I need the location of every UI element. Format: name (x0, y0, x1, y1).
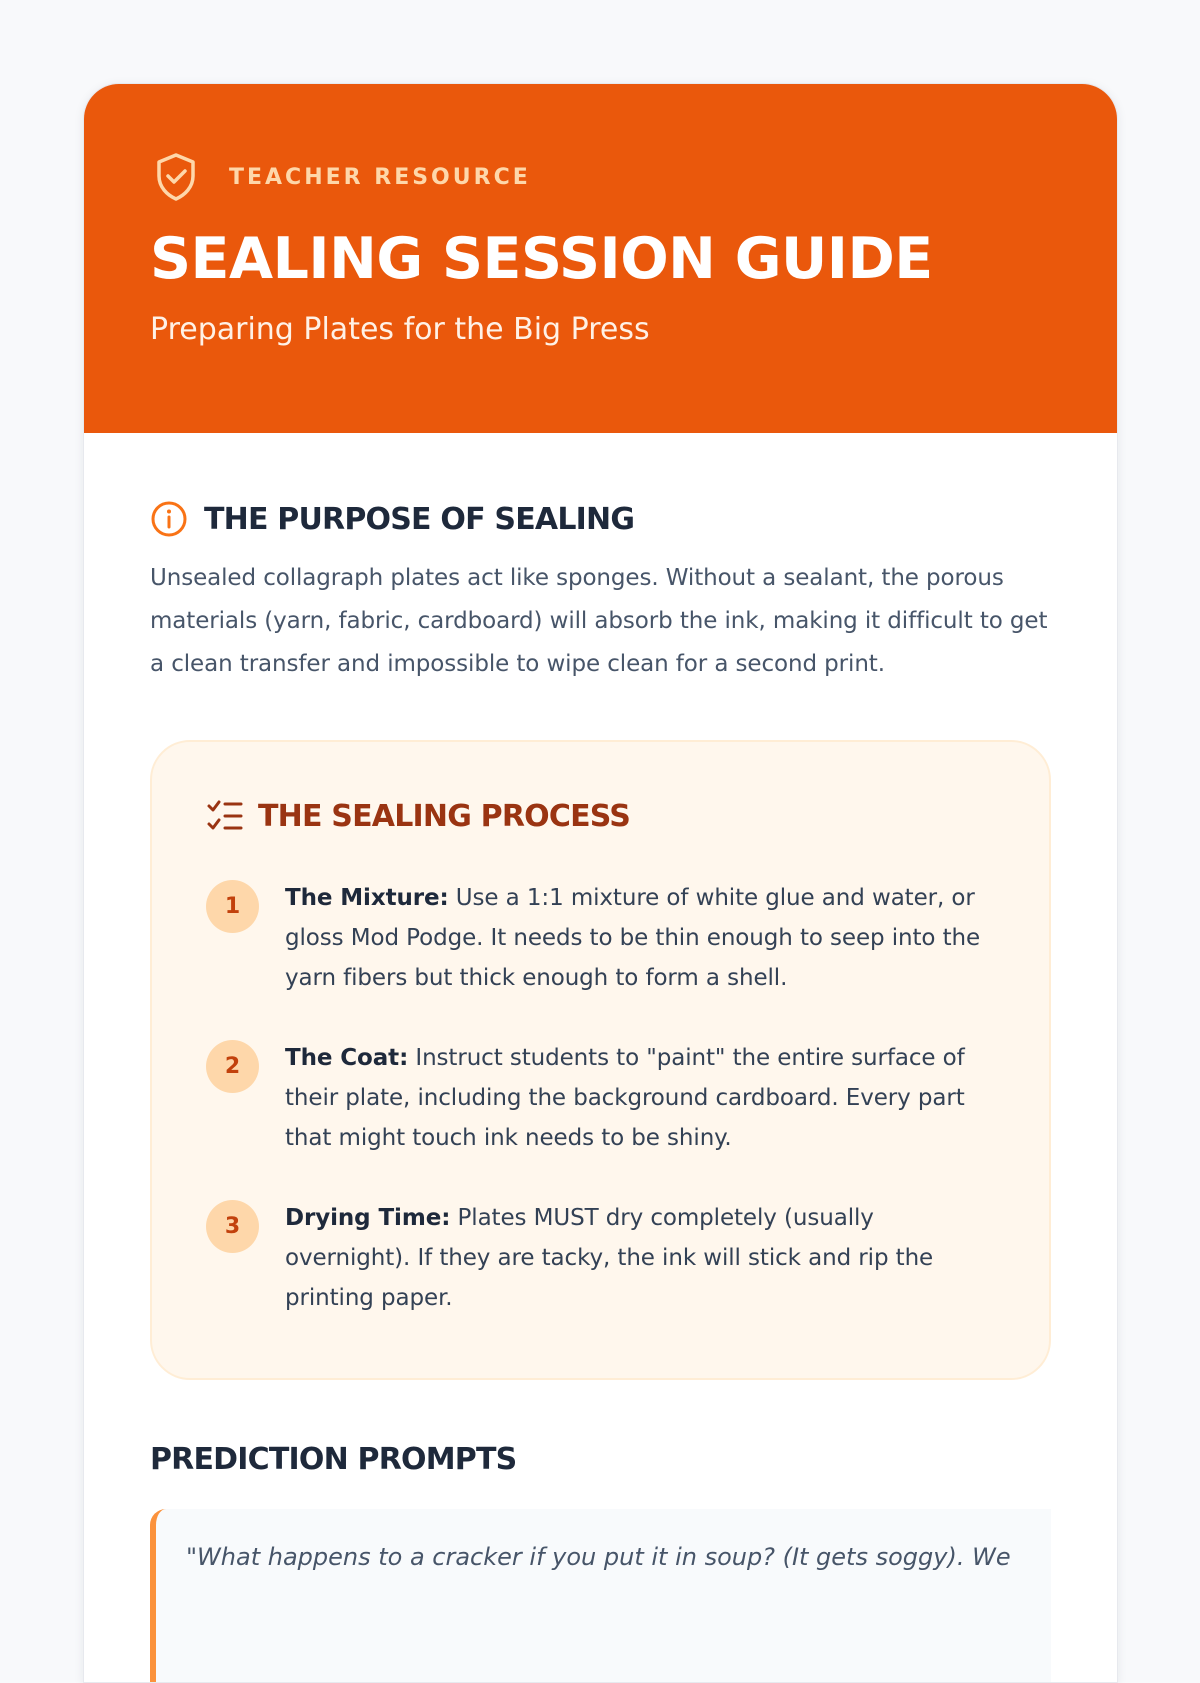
process-title: THE SEALING PROCESS (258, 798, 631, 834)
header-banner (84, 84, 1117, 433)
prediction-quote: "What happens to a cracker if you put it in soup? (It gets soggy). We (150, 1509, 1051, 1683)
step-number: 2 (206, 1040, 259, 1093)
checklist-icon (206, 798, 244, 834)
process-step (206, 1198, 995, 1318)
sealing-process-box (150, 740, 1051, 1380)
page-subtitle: Preparing Plates for the Big Press (150, 311, 650, 347)
step-text (285, 878, 995, 998)
eyebrow-text: TEACHER RESOURCE (229, 164, 531, 190)
purpose-heading (150, 499, 1051, 539)
page-title: SEALING SESSION GUIDE (150, 226, 933, 292)
step-description: Instruct students to "paint" the entire surface of their plate, including the background cardboard. Every part that might touch ink needs to be shiny. (285, 1045, 965, 1151)
guide-card (83, 83, 1118, 1683)
step-label: Drying Time: (285, 1205, 451, 1231)
step-text (285, 1198, 995, 1318)
step-label: The Mixture: (285, 885, 449, 911)
purpose-text: Unsealed collagraph plates act like sponges. Without a sealant, the porous materials (yarn, fabric, cardboard) will absorb the ink, making it difficult to get a clean transfer and impossible to wipe clean for a second print. (150, 565, 1048, 677)
process-step (206, 1038, 995, 1158)
guide-body (84, 433, 1117, 1683)
eyebrow (150, 152, 1051, 202)
info-icon (150, 500, 188, 538)
step-number: 1 (206, 880, 259, 933)
step-description: Use a 1:1 mixture of white glue and water, or gloss Mod Podge. It needs to be thin enough to seep into the yarn fibers but thick enough to form a shell. (285, 885, 981, 991)
step-text (285, 1038, 995, 1158)
process-step (206, 878, 995, 998)
process-heading (206, 796, 995, 836)
step-number: 3 (206, 1200, 259, 1253)
prompts-heading: PREDICTION PROMPTS (150, 1442, 517, 1477)
step-label: The Coat: (285, 1045, 409, 1071)
shield-check-icon (154, 152, 198, 202)
step-description: Plates MUST dry completely (usually overnight). If they are tacky, the ink will stick and rip the printing paper. (285, 1205, 934, 1311)
process-steps (206, 878, 995, 1318)
purpose-title: THE PURPOSE OF SEALING (204, 501, 635, 537)
